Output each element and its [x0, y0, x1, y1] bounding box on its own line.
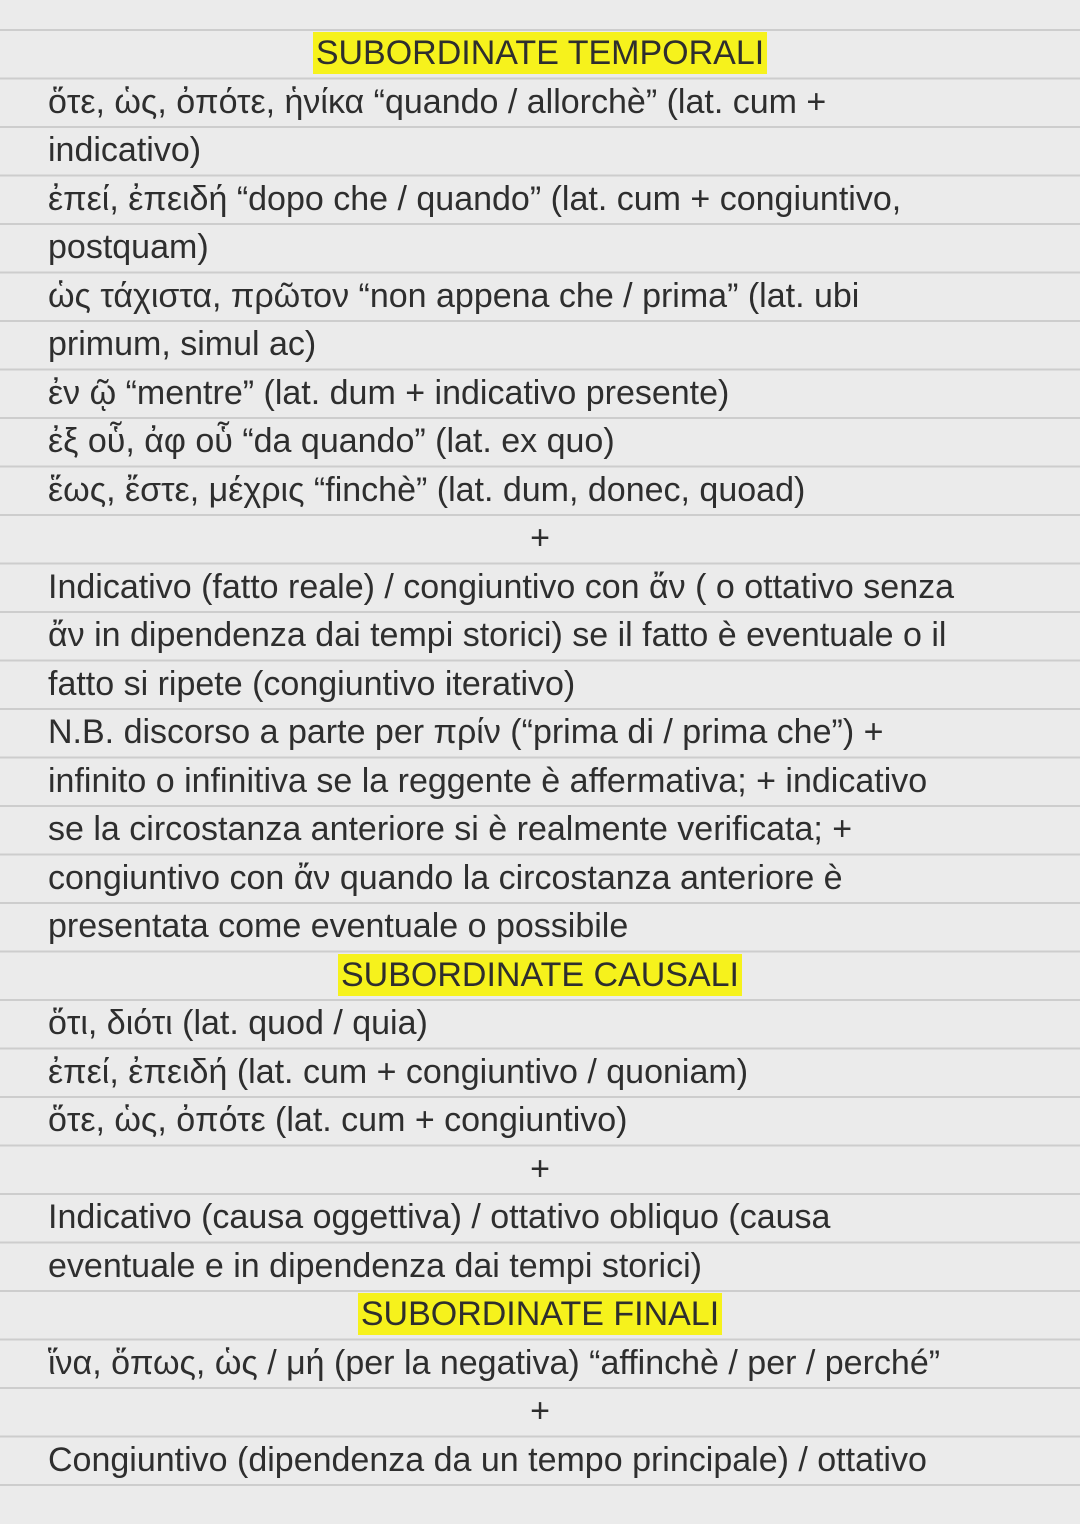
note-line: indicativo) — [48, 131, 202, 169]
note-line: ἐπεί, ἐπειδή (lat. cum + congiuntivo / quoniam) — [48, 1052, 749, 1091]
note-line: primum, simul ac) — [48, 325, 317, 363]
note-line: ὡς τάχιστα, πρῶτον “non appena che / prima” (lat. ubi — [48, 276, 860, 315]
note-line: ἵνα, ὅπως, ὡς / μή (per la negativa) “affinchè / per / perché” — [48, 1343, 941, 1382]
highlighted-heading: SUBORDINATE CAUSALI — [338, 954, 742, 996]
rule-line: N.B. discorso a parte per πρίν (“prima di / prima che”) + — [48, 713, 884, 751]
note-line: ὅτι, διότι (lat. quod / quia) — [48, 1004, 428, 1042]
note-line: ὅτε, ὡς, ὀπότε (lat. cum + congiuntivo) — [48, 1101, 628, 1139]
note-line: ἕως, ἔστε, μέχρις “finchè” (lat. dum, donec, quoad) — [48, 470, 806, 509]
section-title-temporal — [0, 29, 1080, 78]
rule-line: se la circostanza anteriore si è realmente verificata; + — [48, 810, 853, 848]
note-line: ἐπεί, ἐπειδή “dopo che / quando” (lat. cum + congiuntivo, — [48, 179, 902, 218]
section-title-causal — [0, 951, 1080, 1000]
rule-line: eventuale e in dipendenza dai tempi storici) — [48, 1246, 702, 1285]
rule-line: congiuntivo con ἄν quando la circostanza anteriore è — [48, 858, 843, 897]
rule-line: infinito o infinitiva se la reggente è affermativa; + indicativo — [48, 761, 928, 800]
note-line: ἐξ οὗ, ἀφ οὗ “da quando” (lat. ex quo) — [48, 422, 615, 460]
plus-sign: + — [530, 519, 550, 557]
rule-line: Congiuntivo (dipendenza da un tempo principale) / ottativo — [48, 1440, 927, 1479]
rule-line: presentata come eventuale o possibile — [48, 907, 629, 945]
rule-line: fatto si ripete (congiuntivo iterativo) — [48, 664, 576, 703]
plus-sign: + — [530, 1149, 550, 1188]
rule-line: ἄν in dipendenza dai tempi storici) se il fatto è eventuale o il — [48, 616, 947, 654]
highlighted-heading: SUBORDINATE FINALI — [358, 1293, 722, 1335]
plus-sign: + — [530, 1392, 550, 1430]
note-line: ὅτε, ὡς, ὀπότε, ἡνίκα “quando / allorchè” (lat. cum + — [48, 82, 827, 121]
note-line: postquam) — [48, 228, 209, 266]
highlighted-heading: SUBORDINATE TEMPORALI — [313, 32, 767, 74]
note-line: ἐν ῷ “mentre” (lat. dum + indicativo presente) — [48, 373, 730, 412]
rule-line: Indicativo (fatto reale) / congiuntivo con ἄν ( o ottativo senza — [48, 567, 955, 606]
section-title-final — [0, 1290, 1080, 1339]
rule-line: Indicativo (causa oggettiva) / ottativo obliquo (causa — [48, 1198, 831, 1236]
